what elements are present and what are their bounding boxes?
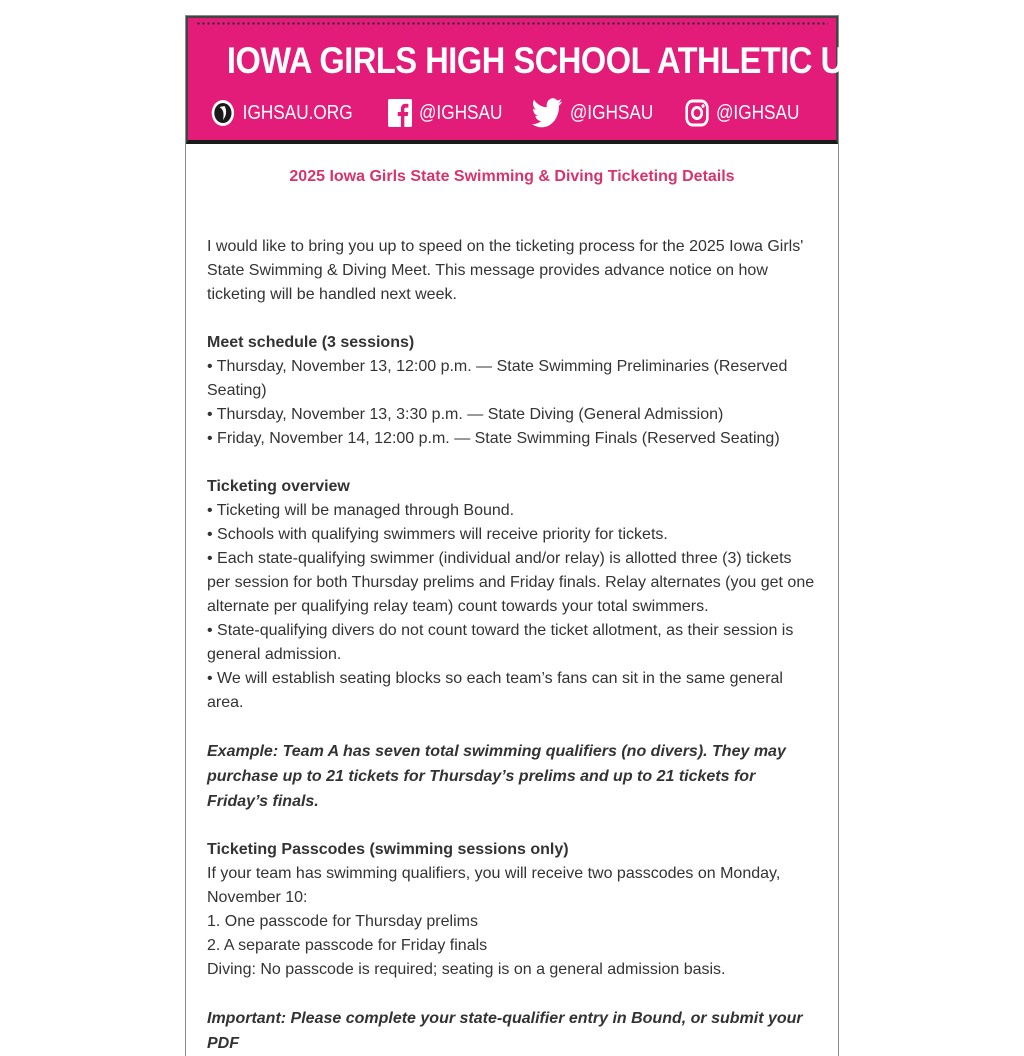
passcodes-line: Diving: No passcode is required; seating is on a general admission basis. xyxy=(207,961,726,978)
banner-title: IOWA GIRLS HIGH SCHOOL ATHLETIC UNION xyxy=(226,40,924,81)
website-label: IGHSAU.ORG xyxy=(242,101,353,124)
social-links xyxy=(210,98,818,128)
twitter-bird-icon xyxy=(532,98,563,128)
dotted-border xyxy=(196,22,828,25)
website-link[interactable] xyxy=(210,98,353,128)
facebook-link[interactable] xyxy=(388,99,502,127)
instagram-link[interactable] xyxy=(685,99,799,127)
overview-item: • State-qualifying divers do not count toward the ticket allotment, as their session is general admission. xyxy=(207,622,794,663)
twitter-label: @IGHSAU xyxy=(570,101,654,124)
schedule-heading: Meet schedule (3 sessions) xyxy=(207,334,415,351)
schedule-item: • Thursday, November 13, 12:00 p.m. — State Swimming Preliminaries (Reserved Seating) xyxy=(207,358,788,399)
overview-item: • We will establish seating blocks so each team’s fans can sit in the same general area. xyxy=(207,670,783,711)
email-content xyxy=(186,168,838,1056)
passcodes-line: If your team has swimming qualifiers, you will receive two passcodes on Monday, November 10: xyxy=(207,865,781,906)
overview-item: • Each state-qualifying swimmer (individual and/or relay) is allotted three (3) tickets per session for both Thursday prelims and Friday finals. Relay alternates (you get one alternate per qualifying relay team) count towards your total swimmers. xyxy=(207,550,815,615)
example-callout: Example: Team A has seven total swimming qualifiers (no divers). They may purchase up to 21 tickets for Thursday’s prelims and up to 21 tickets for Friday’s finals. xyxy=(207,743,786,810)
ighsau-logo-icon xyxy=(210,98,236,128)
intro-paragraph: I would like to bring you up to speed on the ticketing process for the 2025 Iowa Girls' State Swimming & Diving Meet. This message provides advance notice on how ticketing will be handled next week. xyxy=(207,238,804,303)
schedule-item: • Friday, November 14, 12:00 p.m. — State Swimming Finals (Reserved Seating) xyxy=(207,430,780,447)
important-note: Important: Please complete your state-qualifier entry in Bound, or submit your PDF xyxy=(207,1010,803,1052)
overview-item: • Schools with qualifying swimmers will receive priority for tickets. xyxy=(207,526,668,543)
overview-heading: Ticketing overview xyxy=(207,478,350,495)
email-headline: 2025 Iowa Girls State Swimming & Diving Ticketing Details xyxy=(289,168,735,185)
passcodes-line: 2. A separate passcode for Friday finals xyxy=(207,937,488,954)
header-banner xyxy=(186,16,924,144)
instagram-icon xyxy=(685,99,709,127)
passcodes-heading: Ticketing Passcodes (swimming sessions only) xyxy=(207,841,569,858)
email-body xyxy=(185,15,924,1056)
instagram-label: @IGHSAU xyxy=(715,101,800,124)
facebook-label: @IGHSAU xyxy=(418,101,502,124)
passcodes-line: 1. One passcode for Thursday prelims xyxy=(207,913,478,930)
twitter-link[interactable] xyxy=(532,98,653,128)
overview-item: • Ticketing will be managed through Bound. xyxy=(207,502,515,519)
schedule-item: • Thursday, November 13, 3:30 p.m. — State Diving (General Admission) xyxy=(207,406,724,423)
facebook-icon xyxy=(388,99,412,127)
